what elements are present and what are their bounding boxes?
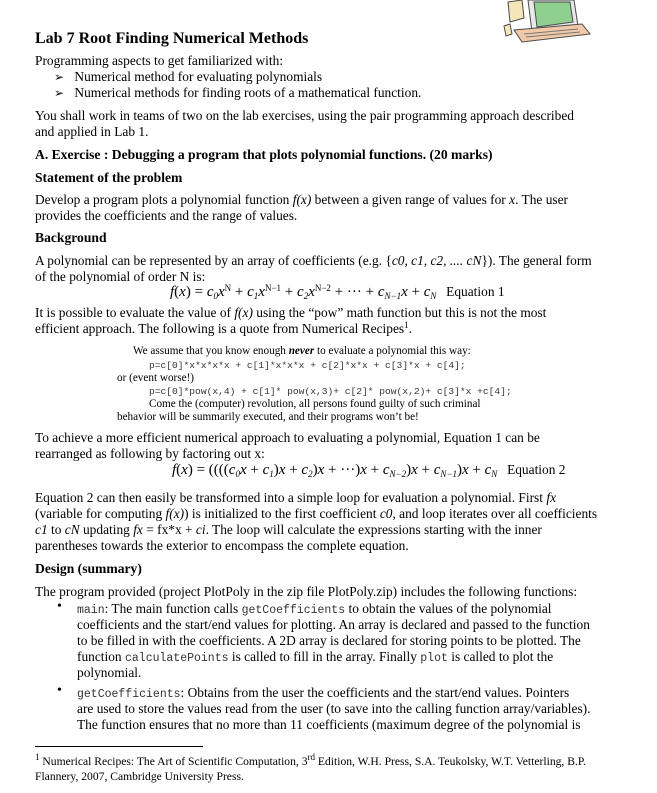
equation-1-label: Equation 1 <box>446 284 505 299</box>
getcoefficients-desc-line3: The function ensures that no more than 11 coefficients (maximum degree of the polynomial is <box>77 717 581 732</box>
design-heading: Design (summary) <box>35 561 142 576</box>
computer-illustration <box>500 0 592 44</box>
getcoefficients-desc-line1: getCoefficients: Obtains from the user the coefficients and the start/end values. Pointers <box>77 685 570 701</box>
quote-code-line2: p=c[0]*pow(x,4) + c[1]* pow(x,3)+ c[2]* pow(x,2)+ c[3]*x +c[4]; <box>149 386 512 397</box>
background-line7: Equation 2 can then easily be transformed into a simple loop for evaluation a polynomial. First fx <box>35 490 557 505</box>
quote-line4: behavior will be summarily executed, and their programs won’t be! <box>117 411 419 423</box>
design-line1: The program provided (project PlotPoly in the zip file PlotPoly.zip) includes the following functions: <box>35 584 578 599</box>
equation-1: $f(x) = c_0x^N + c_1x^{N-1} + c_2x^{N-2}$ + ··· + $c_{N-1}x + c_N$ Equation 1 <box>170 283 505 301</box>
background-line9: c1 to cN updating fx = fx*x + ci. The loop will calculate the expressions starting with the inner <box>35 522 542 537</box>
main-desc-line1: main: The main function calls getCoefficients to obtain the values of the polynomial <box>77 601 552 617</box>
statement-line1: Develop a program plots a polynomial function f(x) between a given range of values for x. The user <box>35 192 569 207</box>
quote-or: or (event worse!) <box>117 372 195 384</box>
quote-line3: Come the (computer) revolution, all persons found guilty of such criminal <box>149 398 481 410</box>
quote-code-line1: p=c[0]*x*x*x*x + c[1]*x*x*x + c[2]*x*x + c[3]*x + c[4]; <box>149 360 466 371</box>
background-line4: efficient approach. The following is a quote from Numerical Recipes$^1$. <box>35 320 412 336</box>
team-text-line2: and applied in Lab 1. <box>35 124 149 139</box>
footnote-separator <box>35 746 203 747</box>
getcoefficients-desc-line2: are used to store the values read from the user (to save into the calling function array/variables). <box>77 701 591 716</box>
statement-line2: provides the coefficients and the range of values. <box>35 208 298 223</box>
background-line3: It is possible to evaluate the value of f(x) using the “pow” math function but this is not the most <box>35 305 547 320</box>
team-text-line1: You shall work in teams of two on the lab exercises, using the pair programming approach described <box>35 108 574 123</box>
quote-line1: We assume that you know enough never to evaluate a polynomial this way: <box>133 345 471 357</box>
main-desc-line4: function calculatePoints is called to fill in the array. Finally plot is called to plot the <box>77 649 554 665</box>
background-line10: parentheses towards the exterior to encompass the complete equation. <box>35 538 409 553</box>
intro-lead: Programming aspects to get familiarized with: <box>35 53 284 68</box>
footnote-mark: 1 <box>35 752 40 762</box>
page-title: Lab 7 Root Finding Numerical Methods <box>35 30 309 47</box>
equation-2: $f(x) = ((((c_0x + c_1)x + c_2)x + \cdot\cdot\cdot)x + c_{N-2})x + c_{N-1})x + c_N$ Equation 2 <box>172 462 566 479</box>
background-heading: Background <box>35 230 107 245</box>
exercise-a-heading: A. Exercise : Debugging a program that plots polynomial functions. (20 marks) <box>35 147 493 162</box>
intro-bullet-2: ➢ Numerical methods for finding roots of a mathematical function. <box>54 85 422 100</box>
bullet-dot-icon: • <box>57 683 62 698</box>
background-line8: (variable for computing f(x)) is initialized to the first coefficient c0, and loop iterates over all coefficients <box>35 506 598 521</box>
main-desc-line3: to be filled in with the coefficients. A 2D array is declared for storing points to be plotted. The <box>77 633 581 648</box>
main-desc-line5: polynomial. <box>77 665 142 680</box>
background-line1: A polynomial can be represented by an array of coefficients (e.g. {c0, c1, c2, .... cN}). The general form <box>35 253 592 268</box>
bullet-dot-icon: • <box>57 599 62 614</box>
coefficient-list: c0, c1, c2, .... cN <box>391 253 482 268</box>
background-line2: of the polynomial of order N is: <box>35 269 206 284</box>
background-line6: rearranged as following by factoring out x: <box>35 446 265 461</box>
main-desc-line2: coefficients and the start/end values for plotting. An array is declared and passed to the function <box>77 617 590 632</box>
footnote-reference: 1 <box>404 320 409 330</box>
equation-2-label: Equation 2 <box>507 462 566 477</box>
intro-bullet-1: ➢ Numerical method for evaluating polynomials <box>54 69 323 84</box>
arrow-bullet-icon: ➢ <box>54 70 65 84</box>
background-line5: To achieve a more efficient numerical approach to evaluating a polynomial, Equation 1 can be <box>35 430 540 445</box>
footnote-line1: $^1$ Numerical Recipes: The Art of Scientific Computation, 3rd Edition, W.H. Press, S.A. Teukolsky, W.T. Vetterling, B.P. <box>35 752 586 768</box>
footnote-line2: Flannery, 2007, Cambridge University Press. <box>35 770 244 783</box>
statement-heading: Statement of the problem <box>35 170 183 185</box>
arrow-bullet-icon: ➢ <box>54 86 65 100</box>
